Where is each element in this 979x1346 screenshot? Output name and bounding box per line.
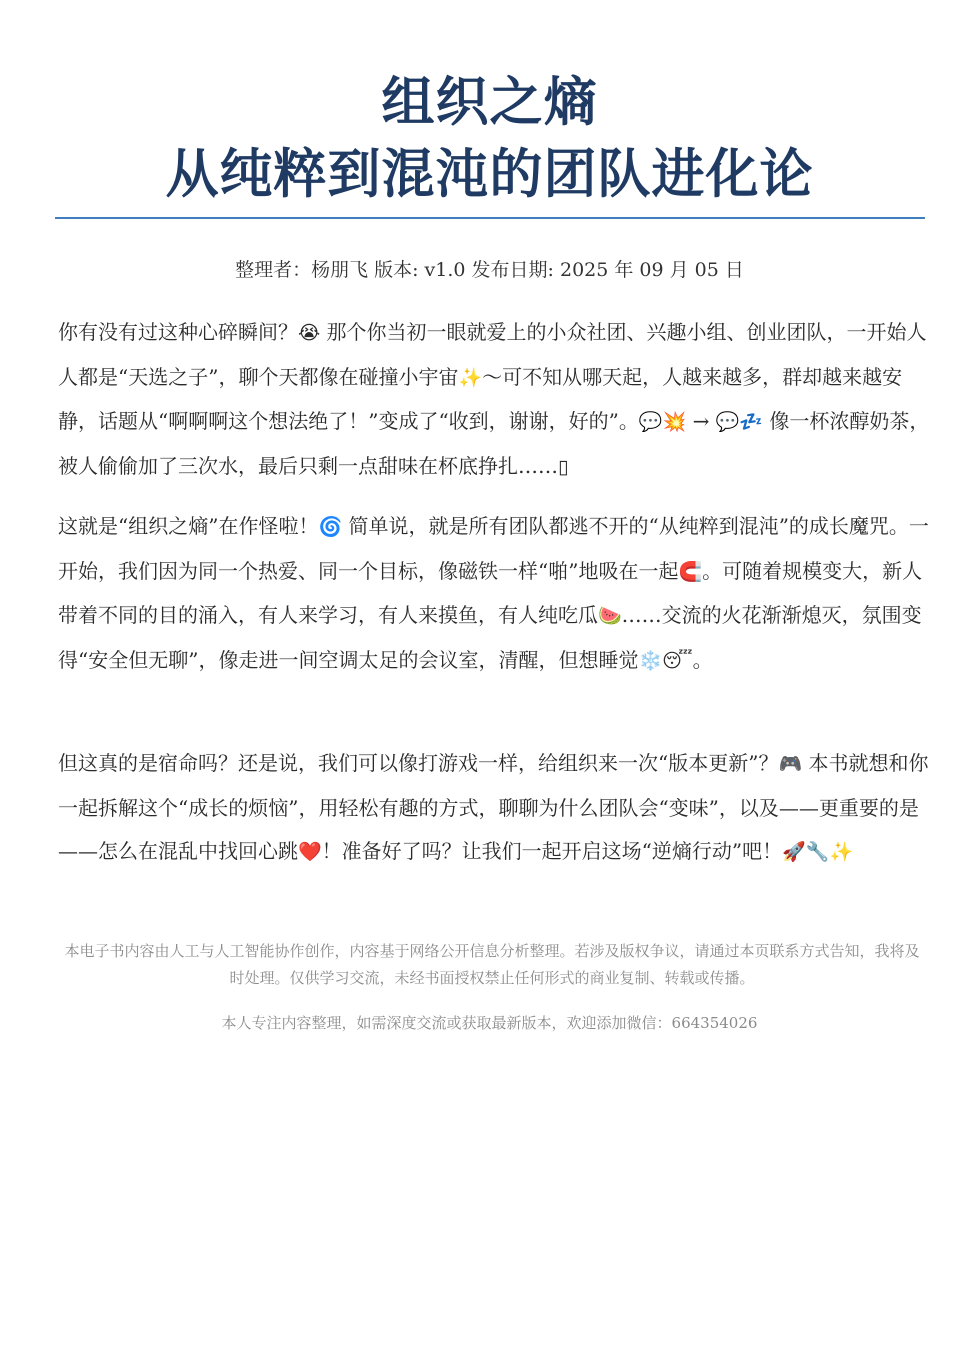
cyclone-icon: 🌀 (318, 516, 343, 538)
snowflake-sleeping-icon: ❄️😴 (638, 649, 693, 672)
p2-text-2: 简单说，就是所有团队都逃不开的“从纯粹到混沌”的成长魔咒。一开始，我们因为同一个热爱、同一个目标，像磁铁一样“啪”地吸在一起 (58, 514, 929, 583)
intro-paragraph-2 (58, 505, 932, 683)
p3-text-2: 本书就想和你一起拆解这个“成长的烦恼”，用轻松有趣的方式，聊聊为什么团队会“变味”，以及——更重要的是——怎么在混乱中找回心跳 (58, 751, 929, 863)
p1-text-4: → (686, 409, 716, 433)
p2-text-3: 。可随着规模变大，新人带着不同的目的涌入，有人来学习，有人来摸鱼，有人纯吃瓜 (58, 558, 923, 627)
p2-text-5: 。 (692, 647, 713, 672)
game-controller-icon: 🎮 (778, 753, 803, 775)
rocket-wrench-sparkles-icon: 🚀🔧✨ (782, 841, 854, 863)
document-title-line2: 从纯粹到混沌的团队进化论 (165, 144, 814, 205)
missing-glyph-icon: ▯ (558, 455, 569, 478)
p2-text-1: 这就是“组织之熵”在作怪啦！ (58, 514, 319, 538)
magnet-icon: 🧲 (678, 560, 703, 583)
p3-text-1: 但这真的是宿命吗？还是说，我们可以像打游戏一样，给组织来一次“版本更新”？ (58, 751, 779, 775)
speech-bubble-collision-icon: 💬💥 (638, 411, 687, 433)
document-title-line1: 组织之熵 (381, 72, 598, 133)
heart-icon: ❤️ (298, 841, 322, 863)
p1-text-5: 像一杯浓醇奶茶，被人偷偷加了三次水，最后只剩一点甜味在杯底挣扎…… (58, 409, 930, 478)
copyright-notice: 本电子书内容由人工与人工智能协作创作，内容基于网络公开信息分析整理。若涉及版权争议，请通过本页联系方式告知，我将及时处理。仅供学习交流，未经书面授权禁止任何形式的商业复制、转载或传播。 (64, 942, 920, 987)
p1-text-2: 那个你当初一眼就爱上的小众社团、兴趣小组、创业团队，一开始人人都是“天选之子”，聊个天都像在碰撞小宇宙 (58, 320, 927, 389)
title-divider (55, 217, 925, 219)
document-meta: 整理者：杨朋飞 版本: v1.0 发布日期: 2025 年 09 月 05 日 (235, 259, 744, 281)
p3-text-3: ！准备好了吗？让我们一起开启这场“逆熵行动”吧！ (321, 839, 783, 863)
speech-bubble-sleep-icon: 💬💤 (715, 411, 764, 433)
sparkles-icon: ✨ (458, 366, 483, 389)
p2-text-4: ……交流的火花渐渐熄灭，氛围变得“安全但无聊”，像走进一间空调太足的会议室，清醒，但想睡觉 (58, 603, 922, 672)
intro-paragraph-3 (58, 742, 932, 875)
watermelon-icon: 🍉 (598, 605, 622, 627)
contact-line: 本人专注内容整理，如需深度交流或获取最新版本，欢迎添加微信：664354026 (221, 1014, 758, 1032)
intro-paragraph-1 (58, 311, 932, 489)
p1-text-3: ～可不知从哪天起，人越来越多，群却越来越安静，话题从“啊啊啊这个想法绝了！”变成了“收到，谢谢，好的”。 (58, 364, 903, 433)
crying-face-icon: 😭 (298, 322, 321, 344)
p1-text-1: 你有没有过这种心碎瞬间？ (58, 320, 298, 344)
